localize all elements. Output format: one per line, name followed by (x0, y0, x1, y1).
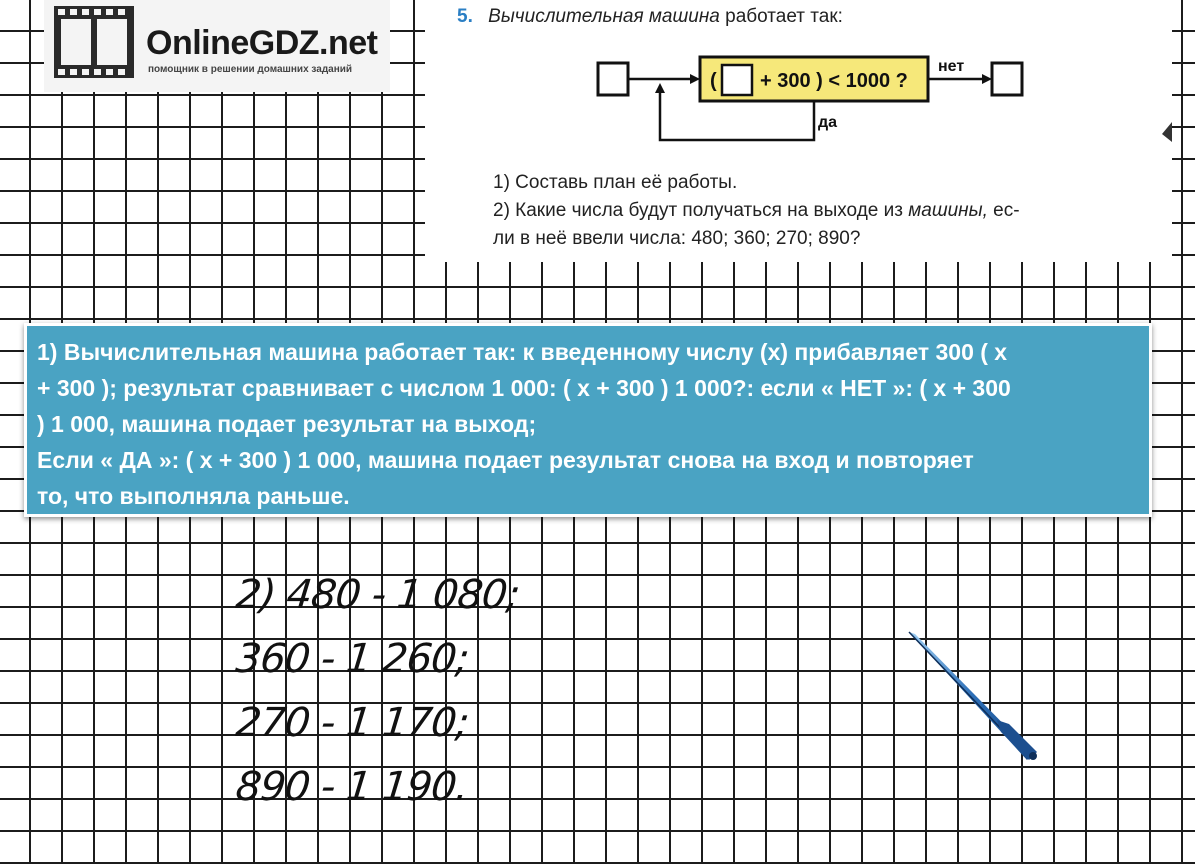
input-box (598, 63, 628, 95)
answer-text (37, 334, 1147, 514)
task-number: 5. (457, 6, 473, 27)
expr-open: ( (710, 70, 717, 92)
task-header (457, 6, 843, 28)
task-panel (425, 0, 1172, 262)
q2-part-b: ес- (993, 200, 1020, 221)
pen-icon (905, 628, 1045, 768)
task-question-2 (493, 200, 1020, 222)
flow-diagram (590, 45, 1040, 155)
film-strip-icon (52, 4, 136, 80)
task-question-2-line2: ли в неё ввели числа: 480; 360; 270; 890? (493, 228, 861, 249)
answer-line-3: ) 1 000, машина подает результат на выход; (37, 411, 537, 437)
answer-box (24, 323, 1152, 517)
task-header-rest: работает так: (725, 6, 843, 27)
yes-label: да (818, 114, 838, 131)
handwritten-line-3: 270 - 1 170; (233, 700, 471, 746)
logo-panel (44, 0, 390, 92)
handwritten-line-1: 2) 480 - 1 080; (233, 572, 522, 618)
task-header-italic: Вычислительная машина (488, 6, 720, 27)
answer-line-2: + 300 ); результат сравнивает с числом 1 000: ( х + 300 ) 1 000?: если « НЕТ »: ( х + 300 (37, 375, 1011, 401)
logo-title[interactable]: OnlineGDZ.net (146, 24, 378, 62)
answer-line-5: то, что выполняла раньше. (37, 483, 350, 509)
q2-part-a: 2) Какие числа будут получаться на выходе из (493, 200, 903, 221)
handwritten-line-4: 890 - 1 190. (233, 764, 470, 810)
answer-line-1: 1) Вычислительная машина работает так: к введенному числу (х) прибавляет 300 ( х (37, 339, 1008, 365)
answer-line-4: Если « ДА »: ( х + 300 ) 1 000, машина подает результат снова на вход и повторяет (37, 447, 974, 473)
task-question-1: 1) Составь план её работы. (493, 172, 738, 193)
q2-italic: машины, (908, 200, 988, 221)
output-box (992, 63, 1022, 95)
expr-rest: + 300 ) < 1000 ? (760, 70, 908, 92)
logo-tagline: помощник в решении домашних заданий (148, 64, 353, 75)
handwritten-line-2: 360 - 1 260; (233, 636, 471, 682)
triangle-marker-icon (1160, 122, 1172, 142)
x-box (722, 65, 752, 95)
no-label: нет (938, 58, 965, 75)
